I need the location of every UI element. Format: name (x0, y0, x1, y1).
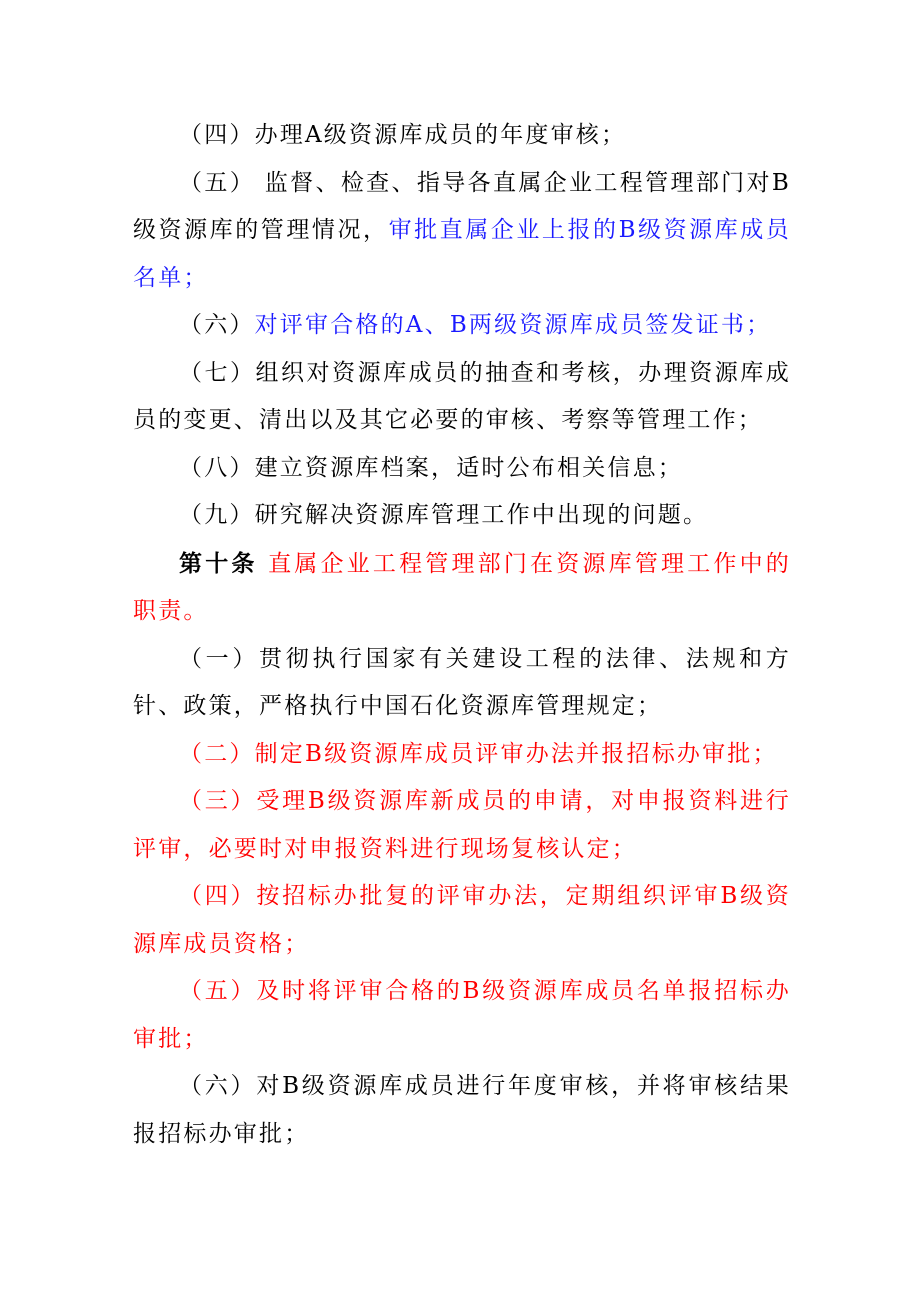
paragraph-text: （五） 监督、检查、指导各直属企业工程管理部门对B级资源库的管理情况， (133, 169, 791, 243)
article-number: 第十条 (179, 549, 258, 577)
document-body (133, 112, 791, 1158)
paragraph (133, 302, 791, 350)
paragraph-text: （二）制定B级资源库成员评审办法并报招标办审批； (179, 740, 778, 767)
paragraph-text: （六）对B级资源库成员进行年度审核，并将审核结果报招标办审批； (133, 1073, 791, 1147)
paragraph-text: （九）研究解决资源库管理工作中出现的问题。 (179, 502, 709, 528)
paragraph-text: （四）办理A级资源库成员的年度审核； (179, 122, 627, 148)
paragraph (133, 1063, 791, 1158)
paragraph (133, 731, 791, 779)
paragraph (133, 492, 791, 540)
article-heading (133, 540, 791, 636)
paragraph (133, 160, 791, 303)
paragraph (133, 968, 791, 1063)
paragraph-text: （七）组织对资源库成员的抽查和考核，办理资源库成员的变更、清出以及其它必要的审核、考察等管理工作； (133, 359, 791, 433)
paragraph-text: （五）及时将评审合格的B级资源库成员名单报招标办审批； (133, 978, 791, 1052)
paragraph (133, 112, 791, 160)
paragraph-text: （一）贯彻执行国家有关建设工程的法律、法规和方针、政策，严格执行中国石化资源库管理规定； (133, 645, 791, 719)
paragraph (133, 873, 791, 968)
paragraph-text: （八）建立资源库档案，适时公布相关信息； (179, 454, 683, 481)
paragraph (133, 445, 791, 493)
paragraph-text: （六） (179, 312, 255, 338)
highlighted-text: 审批直属企业上报的B级资源库成员名单； (133, 217, 791, 291)
paragraph (133, 636, 791, 731)
highlighted-text: 对评审合格的A、B两级资源库成员签发证书； (254, 312, 772, 338)
paragraph (133, 350, 791, 445)
paragraph-text: （三）受理B级资源库新成员的申请，对申报资料进行评审，必要时对申报资料进行现场复核认定； (133, 788, 791, 862)
article-title: 直属企业工程管理部门在资源库管理工作中的职责。 (133, 550, 791, 624)
paragraph (133, 778, 791, 873)
paragraph-text: （四）按招标办批复的评审办法，定期组织评审B级资源库成员资格； (133, 883, 791, 957)
